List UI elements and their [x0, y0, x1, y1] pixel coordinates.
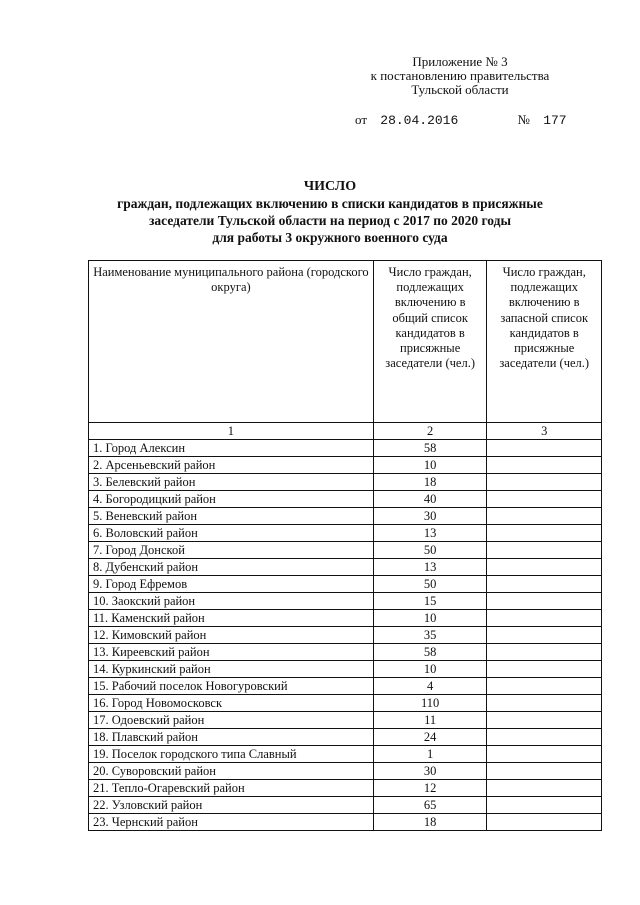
- row-main-count: 58: [373, 440, 487, 457]
- row-main-count: 110: [373, 695, 487, 712]
- row-name: 13. Киреевский район: [89, 644, 374, 661]
- table-row: [89, 746, 602, 763]
- decree-date: 28.04.2016: [380, 113, 459, 128]
- row-main-count: 30: [373, 508, 487, 525]
- jurors-table: [88, 260, 602, 831]
- row-reserve-count: [487, 593, 602, 610]
- row-reserve-count: [487, 729, 602, 746]
- row-main-count: 35: [373, 627, 487, 644]
- row-main-count: 58: [373, 644, 487, 661]
- row-name: 16. Город Новомосковск: [89, 695, 374, 712]
- row-main-count: 40: [373, 491, 487, 508]
- row-main-count: 1: [373, 746, 487, 763]
- row-reserve-count: [487, 661, 602, 678]
- table-row: [89, 542, 602, 559]
- row-name: 17. Одоевский район: [89, 712, 374, 729]
- row-main-count: 65: [373, 797, 487, 814]
- row-main-count: 50: [373, 576, 487, 593]
- column-index: 1: [89, 423, 374, 440]
- row-name: 22. Узловский район: [89, 797, 374, 814]
- row-name: 3. Белевский район: [89, 474, 374, 491]
- table-row: [89, 797, 602, 814]
- table-row: [89, 763, 602, 780]
- column-index: 3: [487, 423, 602, 440]
- table-row: [89, 525, 602, 542]
- header-main-list: Число граждан, подлежащих включению в общий список кандидатов в присяжные заседатели (чел.): [373, 261, 487, 423]
- row-name: 6. Воловский район: [89, 525, 374, 542]
- row-reserve-count: [487, 814, 602, 831]
- row-name: 2. Арсеньевский район: [89, 457, 374, 474]
- table-header-row: [89, 261, 602, 423]
- row-reserve-count: [487, 576, 602, 593]
- row-reserve-count: [487, 508, 602, 525]
- row-name: 21. Тепло-Огаревский район: [89, 780, 374, 797]
- row-main-count: 11: [373, 712, 487, 729]
- document-heading: [80, 178, 580, 246]
- row-reserve-count: [487, 610, 602, 627]
- table-row: [89, 440, 602, 457]
- row-name: 10. Заокский район: [89, 593, 374, 610]
- table-row: [89, 610, 602, 627]
- appendix-region: Тульской области: [411, 82, 509, 97]
- row-reserve-count: [487, 559, 602, 576]
- heading-line-4: для работы 3 окружного военного суда: [212, 230, 448, 245]
- table-row: [89, 491, 602, 508]
- row-name: 1. Город Алексин: [89, 440, 374, 457]
- decree-number-label: №: [517, 112, 530, 127]
- row-reserve-count: [487, 525, 602, 542]
- column-index: 2: [373, 423, 487, 440]
- row-reserve-count: [487, 695, 602, 712]
- appendix-decree: к постановлению правительства: [370, 68, 550, 83]
- row-main-count: 13: [373, 559, 487, 576]
- row-main-count: 24: [373, 729, 487, 746]
- heading-line-2: граждан, подлежащих включению в списки кандидатов в присяжные: [117, 196, 543, 211]
- table-row: [89, 644, 602, 661]
- row-reserve-count: [487, 474, 602, 491]
- row-name: 7. Город Донской: [89, 542, 374, 559]
- row-name: 19. Поселок городского типа Славный: [89, 746, 374, 763]
- heading-title: ЧИСЛО: [303, 179, 357, 194]
- decree-number: 177: [543, 113, 567, 128]
- table-row: [89, 695, 602, 712]
- row-main-count: 50: [373, 542, 487, 559]
- row-name: 8. Дубенский район: [89, 559, 374, 576]
- row-reserve-count: [487, 491, 602, 508]
- row-main-count: 10: [373, 610, 487, 627]
- table-row: [89, 576, 602, 593]
- table-row: [89, 678, 602, 695]
- row-name: 23. Чернский район: [89, 814, 374, 831]
- row-name: 9. Город Ефремов: [89, 576, 374, 593]
- table-row: [89, 474, 602, 491]
- row-name: 5. Веневский район: [89, 508, 374, 525]
- row-reserve-count: [487, 763, 602, 780]
- row-reserve-count: [487, 644, 602, 661]
- row-name: 18. Плавский район: [89, 729, 374, 746]
- header-reserve-list: Число граждан, подлежащих включению в запасной список кандидатов в присяжные заседатели (чел.): [487, 261, 602, 423]
- row-main-count: 12: [373, 780, 487, 797]
- row-name: 12. Кимовский район: [89, 627, 374, 644]
- row-main-count: 10: [373, 661, 487, 678]
- row-reserve-count: [487, 457, 602, 474]
- appendix-number: Приложение № 3: [412, 54, 508, 69]
- row-main-count: 18: [373, 474, 487, 491]
- table-row: [89, 712, 602, 729]
- table-row: [89, 559, 602, 576]
- table-row: [89, 780, 602, 797]
- date-from-label: от: [355, 112, 368, 127]
- row-reserve-count: [487, 712, 602, 729]
- row-main-count: 10: [373, 457, 487, 474]
- row-main-count: 18: [373, 814, 487, 831]
- row-name: 15. Рабочий поселок Новогуровский: [89, 678, 374, 695]
- row-name: 20. Суворовский район: [89, 763, 374, 780]
- table-row: [89, 627, 602, 644]
- heading-line-3: заседатели Тульской области на период с 2017 по 2020 годы: [148, 213, 511, 228]
- row-name: 11. Каменский район: [89, 610, 374, 627]
- table-row: [89, 814, 602, 831]
- row-reserve-count: [487, 780, 602, 797]
- column-index-row: [89, 423, 602, 440]
- row-main-count: 4: [373, 678, 487, 695]
- appendix-block: [340, 55, 580, 97]
- row-name: 14. Куркинский район: [89, 661, 374, 678]
- row-reserve-count: [487, 440, 602, 457]
- decree-dateline: [355, 112, 567, 128]
- table-row: [89, 508, 602, 525]
- row-name: 4. Богородицкий район: [89, 491, 374, 508]
- row-main-count: 30: [373, 763, 487, 780]
- row-main-count: 15: [373, 593, 487, 610]
- row-main-count: 13: [373, 525, 487, 542]
- table-row: [89, 457, 602, 474]
- row-reserve-count: [487, 627, 602, 644]
- row-reserve-count: [487, 797, 602, 814]
- row-reserve-count: [487, 746, 602, 763]
- table-row: [89, 729, 602, 746]
- table-row: [89, 593, 602, 610]
- row-reserve-count: [487, 678, 602, 695]
- table-row: [89, 661, 602, 678]
- header-municipality: Наименование муниципального района (городского округа): [89, 261, 374, 423]
- row-reserve-count: [487, 542, 602, 559]
